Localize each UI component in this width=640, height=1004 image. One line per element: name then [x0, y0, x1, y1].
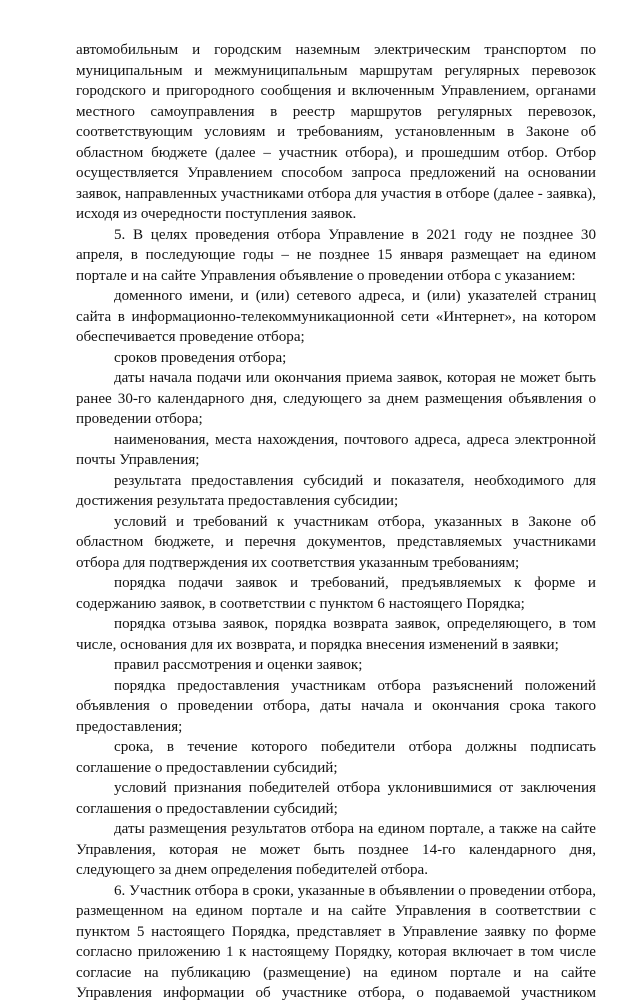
paragraph-continuation: автомобильным и городским наземным электрическим транспортом по муниципальным и межмуниципальным маршрутам регулярных перевозок городского и пригородного сообщения и включенным Управлением, органами местного самоуправления в реестр маршрутов регулярных перевозок, соответствующим условиям и требованиям, установленным в Законе об областном бюджете (далее – участник отбора), и прошедшим отбор. Отбор осуществляется Управлением способом запроса предложений на основании заявок, направленных участниками отбора для участия в отборе (далее - заявка), исходя из очередности поступления заявок. — [76, 42, 596, 222]
list-item: наименования, места нахождения, почтового адреса, адреса электронной почты Управления; — [76, 431, 596, 468]
list-item: результата предоставления субсидий и показателя, необходимого для достижения результата предоставления субсидии; — [76, 472, 596, 509]
list-item: порядка отзыва заявок, порядка возврата заявок, определяющего, в том числе, основания для их возврата, и порядка внесения изменений в заявки; — [76, 616, 596, 653]
document-page — [76, 40, 596, 1004]
paragraph-item-5: 5. В целях проведения отбора Управление в 2021 году не позднее 30 апреля, в последующие годы – не позднее 15 января размещает на едином портале и на сайте Управления объявление о проведении отбора с указанием: — [76, 226, 596, 284]
list-item: порядка предоставления участникам отбора разъяснений положений объявления о проведении отбора, даты начала и окончания срока такого предоставления; — [76, 677, 596, 735]
list-item: даты размещения результатов отбора на едином портале, а также на сайте Управления, которая не может быть позднее 14-го календарного дня, следующего за днем определения победителей отбора. — [76, 821, 596, 878]
list-item: условий и требований к участникам отбора, указанных в Законе об областном бюджете, и перечня документов, представляемых участниками отбора для подтверждения их соответствия указанным требованиям; — [76, 513, 596, 571]
list-item: сроков проведения отбора; — [114, 349, 287, 366]
list-item: порядка подачи заявок и требований, предъявляемых к форме и содержанию заявок, в соответствии с пунктом 6 настоящего Порядка; — [76, 575, 596, 612]
paragraph-item-6: 6. Участник отбора в сроки, указанные в объявлении о проведении отбора, размещенном на едином портале и на сайте Управления в соответствии с пунктом 5 настоящего Порядка, представляет в Управление заявку по форме согласно приложению 1 к настоящему Порядку, которая включает в том числе согласие на публикацию (размещение) на едином портале и на сайте Управления информации об участнике отбора, о подаваемой участником — [76, 882, 596, 1001]
list-item: срока, в течение которого победители отбора должны подписать соглашение о предоставлении субсидий; — [76, 739, 596, 776]
list-item: условий признания победителей отбора уклонившимися от заключения соглашения о предоставлении субсидий; — [76, 780, 596, 817]
list-item: доменного имени, и (или) сетевого адреса, и (или) указателей страниц сайта в информационно-телекоммуникационной сети «Интернет», на котором обеспечивается проведение отбора; — [76, 288, 596, 345]
list-item: даты начала подачи или окончания приема заявок, которая не может быть ранее 30-го календарного дня, следующего за днем размещения объявления о проведении отбора; — [76, 370, 596, 427]
list-item: правил рассмотрения и оценки заявок; — [114, 657, 363, 673]
